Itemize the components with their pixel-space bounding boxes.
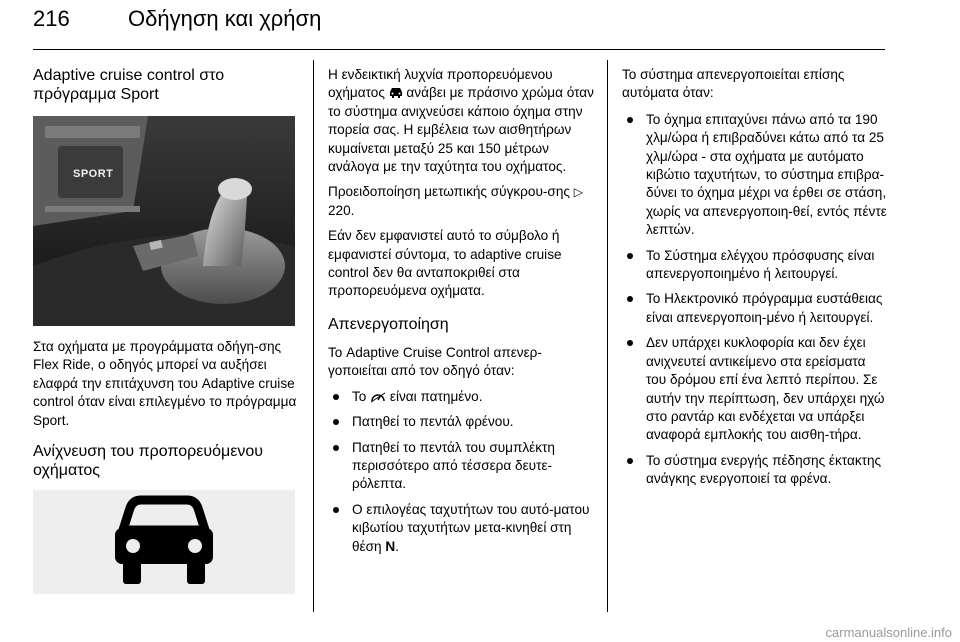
list-item [328,439,594,494]
column-left [33,66,299,594]
text-run: Το σύστημα ενεργής πέδησης έκτακτης ανάγκης ενεργοποιεί τα φρένα. [646,452,882,487]
bullet-icon [333,394,339,400]
bullet-icon [333,419,339,425]
list-item [622,452,888,489]
page-header [33,6,923,46]
car-front-icon [33,490,295,594]
list-item [622,290,888,327]
gear-position-label: N [385,538,396,554]
column-divider [313,60,314,612]
sport-button-label: SPORT [73,168,114,180]
bullet-icon [333,507,339,513]
subheading: Ανίχνευση του προπορευόμενου οχήματος [33,443,264,480]
paragraph [328,66,594,176]
list-item [622,334,888,444]
paragraph: Στα οχήματα με προγράμματα οδήγη-σης Flex Ride, ο οδηγός μπορεί να αυξήσει ελαφρά την επιτάχυνση του Adaptive cruise control όταν είναι επιλεγμένο το πρόγραμμα Sport. [33,339,297,428]
bullet-icon [627,253,633,259]
section-heading: Adaptive cruise control στο πρόγραμμα Sport [33,67,225,103]
column-right [622,66,888,496]
gear-console-illustration [33,116,295,326]
column-middle [328,66,594,563]
column-divider [607,60,608,612]
cruise-control-icon [370,391,386,403]
text-run: Το Ηλεκτρονικό πρόγραμμα ευστάθειας είναι απενεργοποιη-μένο ή λειτουργεί. [646,291,883,325]
text-run: Το Σύστημα ελέγχου πρόσφυσης είναι απενεργοποιημένο ή λειτουργεί. [646,247,875,282]
page-title: Οδήγηση και χρήση [128,6,322,31]
text-run: Το [352,388,371,404]
list-item [328,501,594,556]
page-reference: 220. [328,202,355,218]
text-run: Πατηθεί το πεντάλ του συμπλέκτη περισσότερο από τέσσερα δευτε-ρόλεπτα. [352,439,555,492]
text-run: Δεν υπάρχει κυκλοφορία και δεν έχει ανιχνευτεί αντικείμενο στα ερείσματα του δρόμου επί ένα λεπτό περίπου. Σε αυτήν την περίπτωση, δεν υπάρχει ηχώ στο ραντάρ και ενδέχεται να υπάρξει αναφορά εμπλοκής του αισθη-τήρα. [646,335,885,443]
list-item [622,111,888,240]
list-item [328,388,594,406]
bullet-icon [627,340,633,346]
reference-arrow-icon[interactable]: ▷ [573,185,583,200]
bullet-icon [627,117,633,123]
text-run: . [395,538,399,554]
bullet-list [622,111,888,489]
text-run: Η ενδεικτική λυχνία προπορευόμενου οχήματος [328,67,553,101]
paragraph: Το Adaptive Cruise Control απενερ-γοποιείται από τον οδηγό όταν: [328,344,542,379]
page-number: 216 [33,6,70,31]
list-item [328,413,594,431]
car-front-icon [389,87,403,99]
bullet-list [328,388,594,556]
bullet-icon [627,458,633,464]
text-run: είναι πατημένο. [386,388,483,404]
paragraph: Εάν δεν εμφανιστεί αυτό το σύμβολο ή εμφανιστεί σύντομα, το adaptive cruise control δεν θα ανταποκριθεί στα προπορευόμενα οχήματα. [328,228,562,299]
paragraph [328,183,594,220]
bullet-icon [627,296,633,302]
watermark: carmanualsonline.info [825,625,952,640]
text-run: Ο επιλογέας ταχυτήτων του αυτό-ματου κιβωτίου ταχυτήτων μετα-κινηθεί στη θέση [352,501,590,554]
paragraph: Το σύστημα απενεργοποιείται επίσης αυτόματα όταν: [622,67,845,101]
bullet-icon [333,445,339,451]
text-run: Το όχημα επιταχύνει πάνω από τα 190 χλμ/ώρα ή επιβραδύνει κάτω από τα 25 χλμ/ώρα - στα οχήματα με αυτόματο κιβώτιο ταχυτήτων, το σύστημα επιβρα-δύνει το όχημα μέχρι να έρθει σε στάση, χωρίς να απενεργοποιη-θεί, εντός πέντε λεπτών. [646,111,887,238]
text-run: ανάβει με πράσινο χρώμα όταν το σύστημα ανιχνεύσει κάποιο όχημα στην πορεία σας. Η εμβέλεια των αισθητήρων κυμαίνεται μεταξύ 25 και 150 μέτρων ανάλογα με την ταχύτητα του οχήματος. [328,85,594,175]
subheading: Απενεργοποίηση [328,315,449,333]
list-item [622,247,888,284]
header-divider [33,49,885,50]
sport-button-photo [33,116,295,326]
text-run: Προειδοποίηση μετωπικής σύγκρου-σης [328,184,574,200]
text-run: Πατηθεί το πεντάλ φρένου. [352,414,514,430]
vehicle-ahead-indicator-box [33,490,295,594]
